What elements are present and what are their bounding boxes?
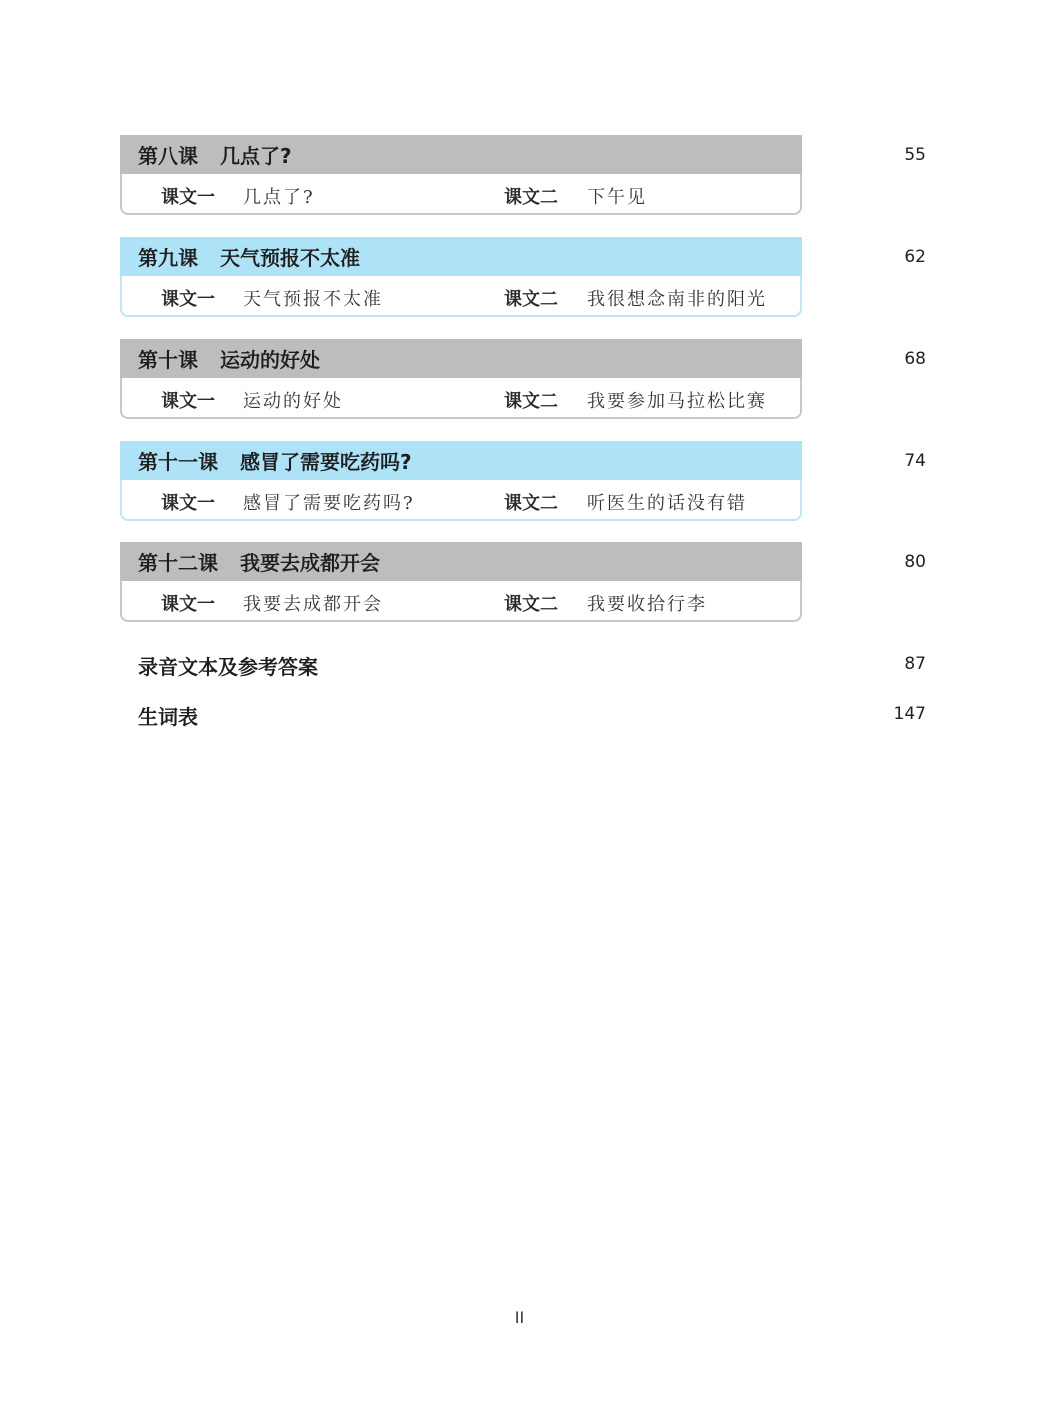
lesson-11-block xyxy=(120,441,802,521)
lesson-12-page: 80 xyxy=(904,552,926,572)
text-1-title[interactable]: 运动的好处 xyxy=(243,391,343,412)
text-2-title[interactable]: 我要参加马拉松比赛 xyxy=(587,391,767,412)
lesson-8-page: 55 xyxy=(904,145,926,165)
text-1-title[interactable]: 我要去成都开会 xyxy=(243,594,383,615)
lesson-texts-row xyxy=(122,276,800,315)
footer-page-number: II xyxy=(514,1308,525,1327)
text-2-label: 课文二 xyxy=(504,391,558,412)
text-2-title[interactable]: 我要收拾行李 xyxy=(587,594,707,615)
lesson-10-page: 68 xyxy=(904,349,926,369)
lesson-10-block xyxy=(120,339,802,419)
text-1-label: 课文一 xyxy=(161,289,215,310)
lesson-9-block xyxy=(120,237,802,317)
lesson-9-header[interactable] xyxy=(120,237,802,276)
lesson-texts-row xyxy=(122,378,800,417)
lesson-10-header[interactable] xyxy=(120,339,802,378)
text-1-title[interactable]: 几点了? xyxy=(243,187,315,208)
lesson-11-header[interactable] xyxy=(120,441,802,480)
text-1-title[interactable]: 感冒了需要吃药吗? xyxy=(243,493,415,514)
lesson-12-header[interactable] xyxy=(120,542,802,581)
lesson-texts-row xyxy=(122,480,800,519)
lesson-8-block xyxy=(120,135,802,215)
text-2-label: 课文二 xyxy=(504,187,558,208)
text-2-title[interactable]: 下午见 xyxy=(587,187,647,208)
text-1-label: 课文一 xyxy=(161,391,215,412)
lesson-title: 我要去成都开会 xyxy=(240,551,380,575)
text-2-label: 课文二 xyxy=(504,594,558,615)
lesson-number: 第九课 xyxy=(138,246,198,270)
text-1-label: 课文一 xyxy=(161,594,215,615)
lesson-9-page: 62 xyxy=(904,247,926,267)
lesson-12-block xyxy=(120,542,802,622)
appendix-vocabulary-list[interactable]: 生词表 xyxy=(138,705,198,729)
text-1-label: 课文一 xyxy=(161,493,215,514)
lesson-number: 第八课 xyxy=(138,144,198,168)
lesson-title: 运动的好处 xyxy=(220,348,320,372)
lesson-title: 几点了? xyxy=(220,144,292,168)
appendix-vocabulary-page: 147 xyxy=(893,704,926,724)
text-1-title[interactable]: 天气预报不太准 xyxy=(243,289,383,310)
text-2-title[interactable]: 我很想念南非的阳光 xyxy=(587,289,767,310)
lesson-title: 感冒了需要吃药吗? xyxy=(240,450,412,474)
lesson-number: 第十二课 xyxy=(138,551,218,575)
text-2-label: 课文二 xyxy=(504,493,558,514)
lesson-title: 天气预报不太准 xyxy=(220,246,360,270)
lesson-11-page: 74 xyxy=(904,451,926,471)
text-2-label: 课文二 xyxy=(504,289,558,310)
appendix-transcripts-page: 87 xyxy=(904,654,926,674)
text-1-label: 课文一 xyxy=(161,187,215,208)
text-2-title[interactable]: 听医生的话没有错 xyxy=(587,493,747,514)
lesson-number: 第十一课 xyxy=(138,450,218,474)
lesson-number: 第十课 xyxy=(138,348,198,372)
lesson-8-header[interactable] xyxy=(120,135,802,174)
appendix-transcripts-answers[interactable]: 录音文本及参考答案 xyxy=(138,655,318,679)
lesson-texts-row xyxy=(122,174,800,213)
lesson-texts-row xyxy=(122,581,800,620)
